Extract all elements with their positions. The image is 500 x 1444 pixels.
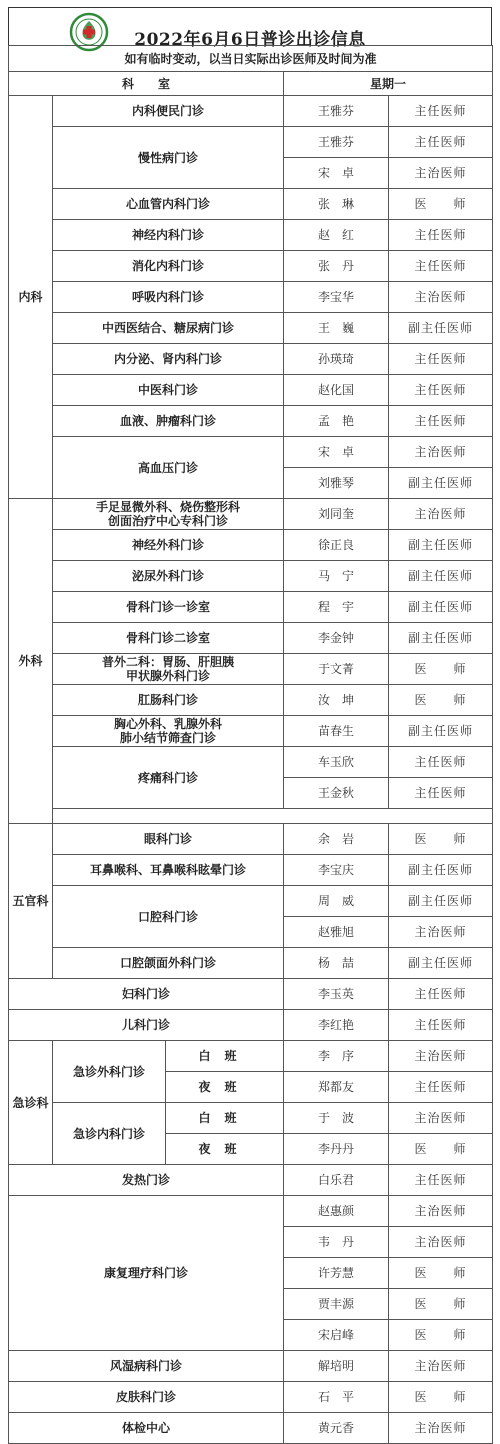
- doctor-title: 医 师: [389, 654, 493, 685]
- doctor-name: 周 威: [284, 886, 389, 917]
- notice-text: 如有临时变动，以当日实际出诊医师及时间为准: [9, 46, 493, 72]
- doctor-name: 张 丹: [284, 251, 389, 282]
- page-title: 2022年6月6日普诊出诊信息: [134, 30, 366, 50]
- clinic-label: 中医科门诊: [53, 375, 284, 406]
- clinic-label: 儿科门诊: [9, 1010, 284, 1041]
- doctor-name: 徐正良: [284, 530, 389, 561]
- doctor-name: 王 巍: [284, 313, 389, 344]
- doctor-title: 副主任医师: [389, 623, 493, 654]
- doctor-name: 孟 艳: [284, 406, 389, 437]
- doctor-name: 李红艳: [284, 1010, 389, 1041]
- dept-waike: 外科: [9, 499, 53, 824]
- clinic-label: 发热门诊: [9, 1165, 284, 1196]
- doctor-title: 医 师: [389, 1382, 493, 1413]
- doctor-name: 李宝庆: [284, 855, 389, 886]
- shift-night: 夜班: [166, 1134, 284, 1165]
- doctor-name: 宋启峰: [284, 1320, 389, 1351]
- clinic-label: 骨科门诊一诊室: [53, 592, 284, 623]
- clinic-label: 血液、肿瘤科门诊: [53, 406, 284, 437]
- clinic-label: [53, 716, 284, 747]
- doctor-title: 主治医师: [389, 158, 493, 189]
- clinic-label: [53, 654, 284, 685]
- doctor-name: 李 序: [284, 1041, 389, 1072]
- doctor-title: 主治医师: [389, 1351, 493, 1382]
- doctor-title: 主治医师: [389, 437, 493, 468]
- title-bar: [8, 7, 492, 50]
- clinic-label: 呼吸内科门诊: [53, 282, 284, 313]
- spacer-row: [53, 809, 493, 824]
- doctor-title: 医 师: [389, 824, 493, 855]
- shift-day: 白班: [166, 1103, 284, 1134]
- doctor-name: 郑都友: [284, 1072, 389, 1103]
- doctor-name: 于 波: [284, 1103, 389, 1134]
- doctor-name: 韦 丹: [284, 1227, 389, 1258]
- doctor-title: 主任医师: [389, 344, 493, 375]
- doctor-name: 白乐君: [284, 1165, 389, 1196]
- doctor-title: 主任医师: [389, 747, 493, 778]
- doctor-name: 黄元香: [284, 1413, 389, 1444]
- clinic-label: 皮肤科门诊: [9, 1382, 284, 1413]
- clinic-label: 康复理疗科门诊: [9, 1196, 284, 1351]
- clinic-label: 消化内科门诊: [53, 251, 284, 282]
- doctor-name: 王金秋: [284, 778, 389, 809]
- doctor-name: 许芳慧: [284, 1258, 389, 1289]
- doctor-name: 王雅芬: [284, 96, 389, 127]
- doctor-name: 赵化国: [284, 375, 389, 406]
- clinic-label: 体检中心: [9, 1413, 284, 1444]
- doctor-name: 赵雅旭: [284, 917, 389, 948]
- clinic-label: 肛肠科门诊: [53, 685, 284, 716]
- doctor-name: 王雅芬: [284, 127, 389, 158]
- doctor-title: 医 师: [389, 1258, 493, 1289]
- doctor-title: 主任医师: [389, 979, 493, 1010]
- clinic-label: 泌尿外科门诊: [53, 561, 284, 592]
- doctor-title: 副主任医师: [389, 948, 493, 979]
- doctor-name: 赵惠颜: [284, 1196, 389, 1227]
- doctor-title: 副主任医师: [389, 561, 493, 592]
- doctor-title: 主治医师: [389, 917, 493, 948]
- doctor-title: 主治医师: [389, 282, 493, 313]
- doctor-title: 主任医师: [389, 220, 493, 251]
- doctor-title: 主治医师: [389, 1196, 493, 1227]
- doctor-title: 主任医师: [389, 1072, 493, 1103]
- header-dept: 科 室: [9, 72, 284, 96]
- doctor-title: 主治医师: [389, 1041, 493, 1072]
- doctor-name: 宋 卓: [284, 158, 389, 189]
- shift-day: 白班: [166, 1041, 284, 1072]
- doctor-name: 汝 坤: [284, 685, 389, 716]
- clinic-line: 创面治疗中心专科门诊: [107, 514, 228, 528]
- clinic-line: 普外二科：胃肠、肝胆胰: [101, 655, 234, 669]
- clinic-label: 神经内科门诊: [53, 220, 284, 251]
- clinic-label: 内分泌、肾内科门诊: [53, 344, 284, 375]
- clinic-label: 急诊外科门诊: [53, 1041, 166, 1103]
- doctor-title: 副主任医师: [389, 592, 493, 623]
- doctor-title: 副主任医师: [389, 313, 493, 344]
- doctor-name: 赵 红: [284, 220, 389, 251]
- doctor-name: 李玉英: [284, 979, 389, 1010]
- doctor-name: 于文菁: [284, 654, 389, 685]
- header-day: 星期一: [284, 72, 493, 96]
- clinic-label: 耳鼻喉科、耳鼻喉科眩晕门诊: [53, 855, 284, 886]
- doctor-title: 主任医师: [389, 251, 493, 282]
- clinic-label: 口腔颌面外科门诊: [53, 948, 284, 979]
- doctor-title: 副主任医师: [389, 530, 493, 561]
- doctor-title: 主任医师: [389, 127, 493, 158]
- clinic-label: 急诊内科门诊: [53, 1103, 166, 1165]
- doctor-name: 车玉欣: [284, 747, 389, 778]
- doctor-title: 医 师: [389, 1320, 493, 1351]
- dept-jizhen: 急诊科: [9, 1041, 53, 1165]
- doctor-title: 主任医师: [389, 1165, 493, 1196]
- clinic-label: 眼科门诊: [53, 824, 284, 855]
- doctor-name: 孙瑛琦: [284, 344, 389, 375]
- clinic-label: 骨科门诊二诊室: [53, 623, 284, 654]
- clinic-label: 妇科门诊: [9, 979, 284, 1010]
- doctor-title: 主任医师: [389, 96, 493, 127]
- clinic-line: 胸心外科、乳腺外科: [113, 717, 222, 731]
- doctor-title: 主任医师: [389, 778, 493, 809]
- clinic-label: 神经外科门诊: [53, 530, 284, 561]
- doctor-name: 李宝华: [284, 282, 389, 313]
- doctor-title: 主治医师: [389, 1413, 493, 1444]
- clinic-label: 中西医结合、糖尿病门诊: [53, 313, 284, 344]
- doctor-name: 刘雅琴: [284, 468, 389, 499]
- dept-neike: 内科: [9, 96, 53, 499]
- schedule-table: [8, 45, 493, 1444]
- doctor-title: 主治医师: [389, 499, 493, 530]
- clinic-label: 疼痛科门诊: [53, 747, 284, 809]
- doctor-title: 主治医师: [389, 1227, 493, 1258]
- doctor-name: 苗春生: [284, 716, 389, 747]
- clinic-line: 手足显微外科、烧伤整形科: [95, 500, 240, 514]
- clinic-label: 高血压门诊: [53, 437, 284, 499]
- clinic-label: [53, 499, 284, 530]
- doctor-name: 李丹丹: [284, 1134, 389, 1165]
- doctor-name: 余 岩: [284, 824, 389, 855]
- doctor-name: 贾丰源: [284, 1289, 389, 1320]
- shift-night: 夜班: [166, 1072, 284, 1103]
- doctor-title: 医 师: [389, 685, 493, 716]
- doctor-title: 主治医师: [389, 1103, 493, 1134]
- clinic-label: 风湿病科门诊: [9, 1351, 284, 1382]
- doctor-title: 医 师: [389, 1289, 493, 1320]
- clinic-line: 肺小结节筛查门诊: [119, 731, 216, 745]
- doctor-title: 副主任医师: [389, 716, 493, 747]
- doctor-title: 副主任医师: [389, 468, 493, 499]
- doctor-name: 李金钟: [284, 623, 389, 654]
- doctor-name: 杨 喆: [284, 948, 389, 979]
- doctor-name: 宋 卓: [284, 437, 389, 468]
- doctor-name: 程 宇: [284, 592, 389, 623]
- doctor-name: 解培明: [284, 1351, 389, 1382]
- doctor-title: 副主任医师: [389, 855, 493, 886]
- clinic-line: 甲状腺外科门诊: [125, 669, 210, 683]
- doctor-title: 主任医师: [389, 406, 493, 437]
- doctor-name: 石 平: [284, 1382, 389, 1413]
- doctor-name: 刘同奎: [284, 499, 389, 530]
- clinic-label: 心血管内科门诊: [53, 189, 284, 220]
- doctor-title: 医 师: [389, 1134, 493, 1165]
- clinic-label: 内科便民门诊: [53, 96, 284, 127]
- doctor-name: 马 宁: [284, 561, 389, 592]
- doctor-title: 主任医师: [389, 375, 493, 406]
- doctor-title: 医 师: [389, 189, 493, 220]
- dept-wuguan: 五官科: [9, 824, 53, 979]
- clinic-label: 慢性病门诊: [53, 127, 284, 189]
- doctor-title: 副主任医师: [389, 886, 493, 917]
- doctor-title: 主任医师: [389, 1010, 493, 1041]
- doctor-name: 张 琳: [284, 189, 389, 220]
- clinic-label: 口腔科门诊: [53, 886, 284, 948]
